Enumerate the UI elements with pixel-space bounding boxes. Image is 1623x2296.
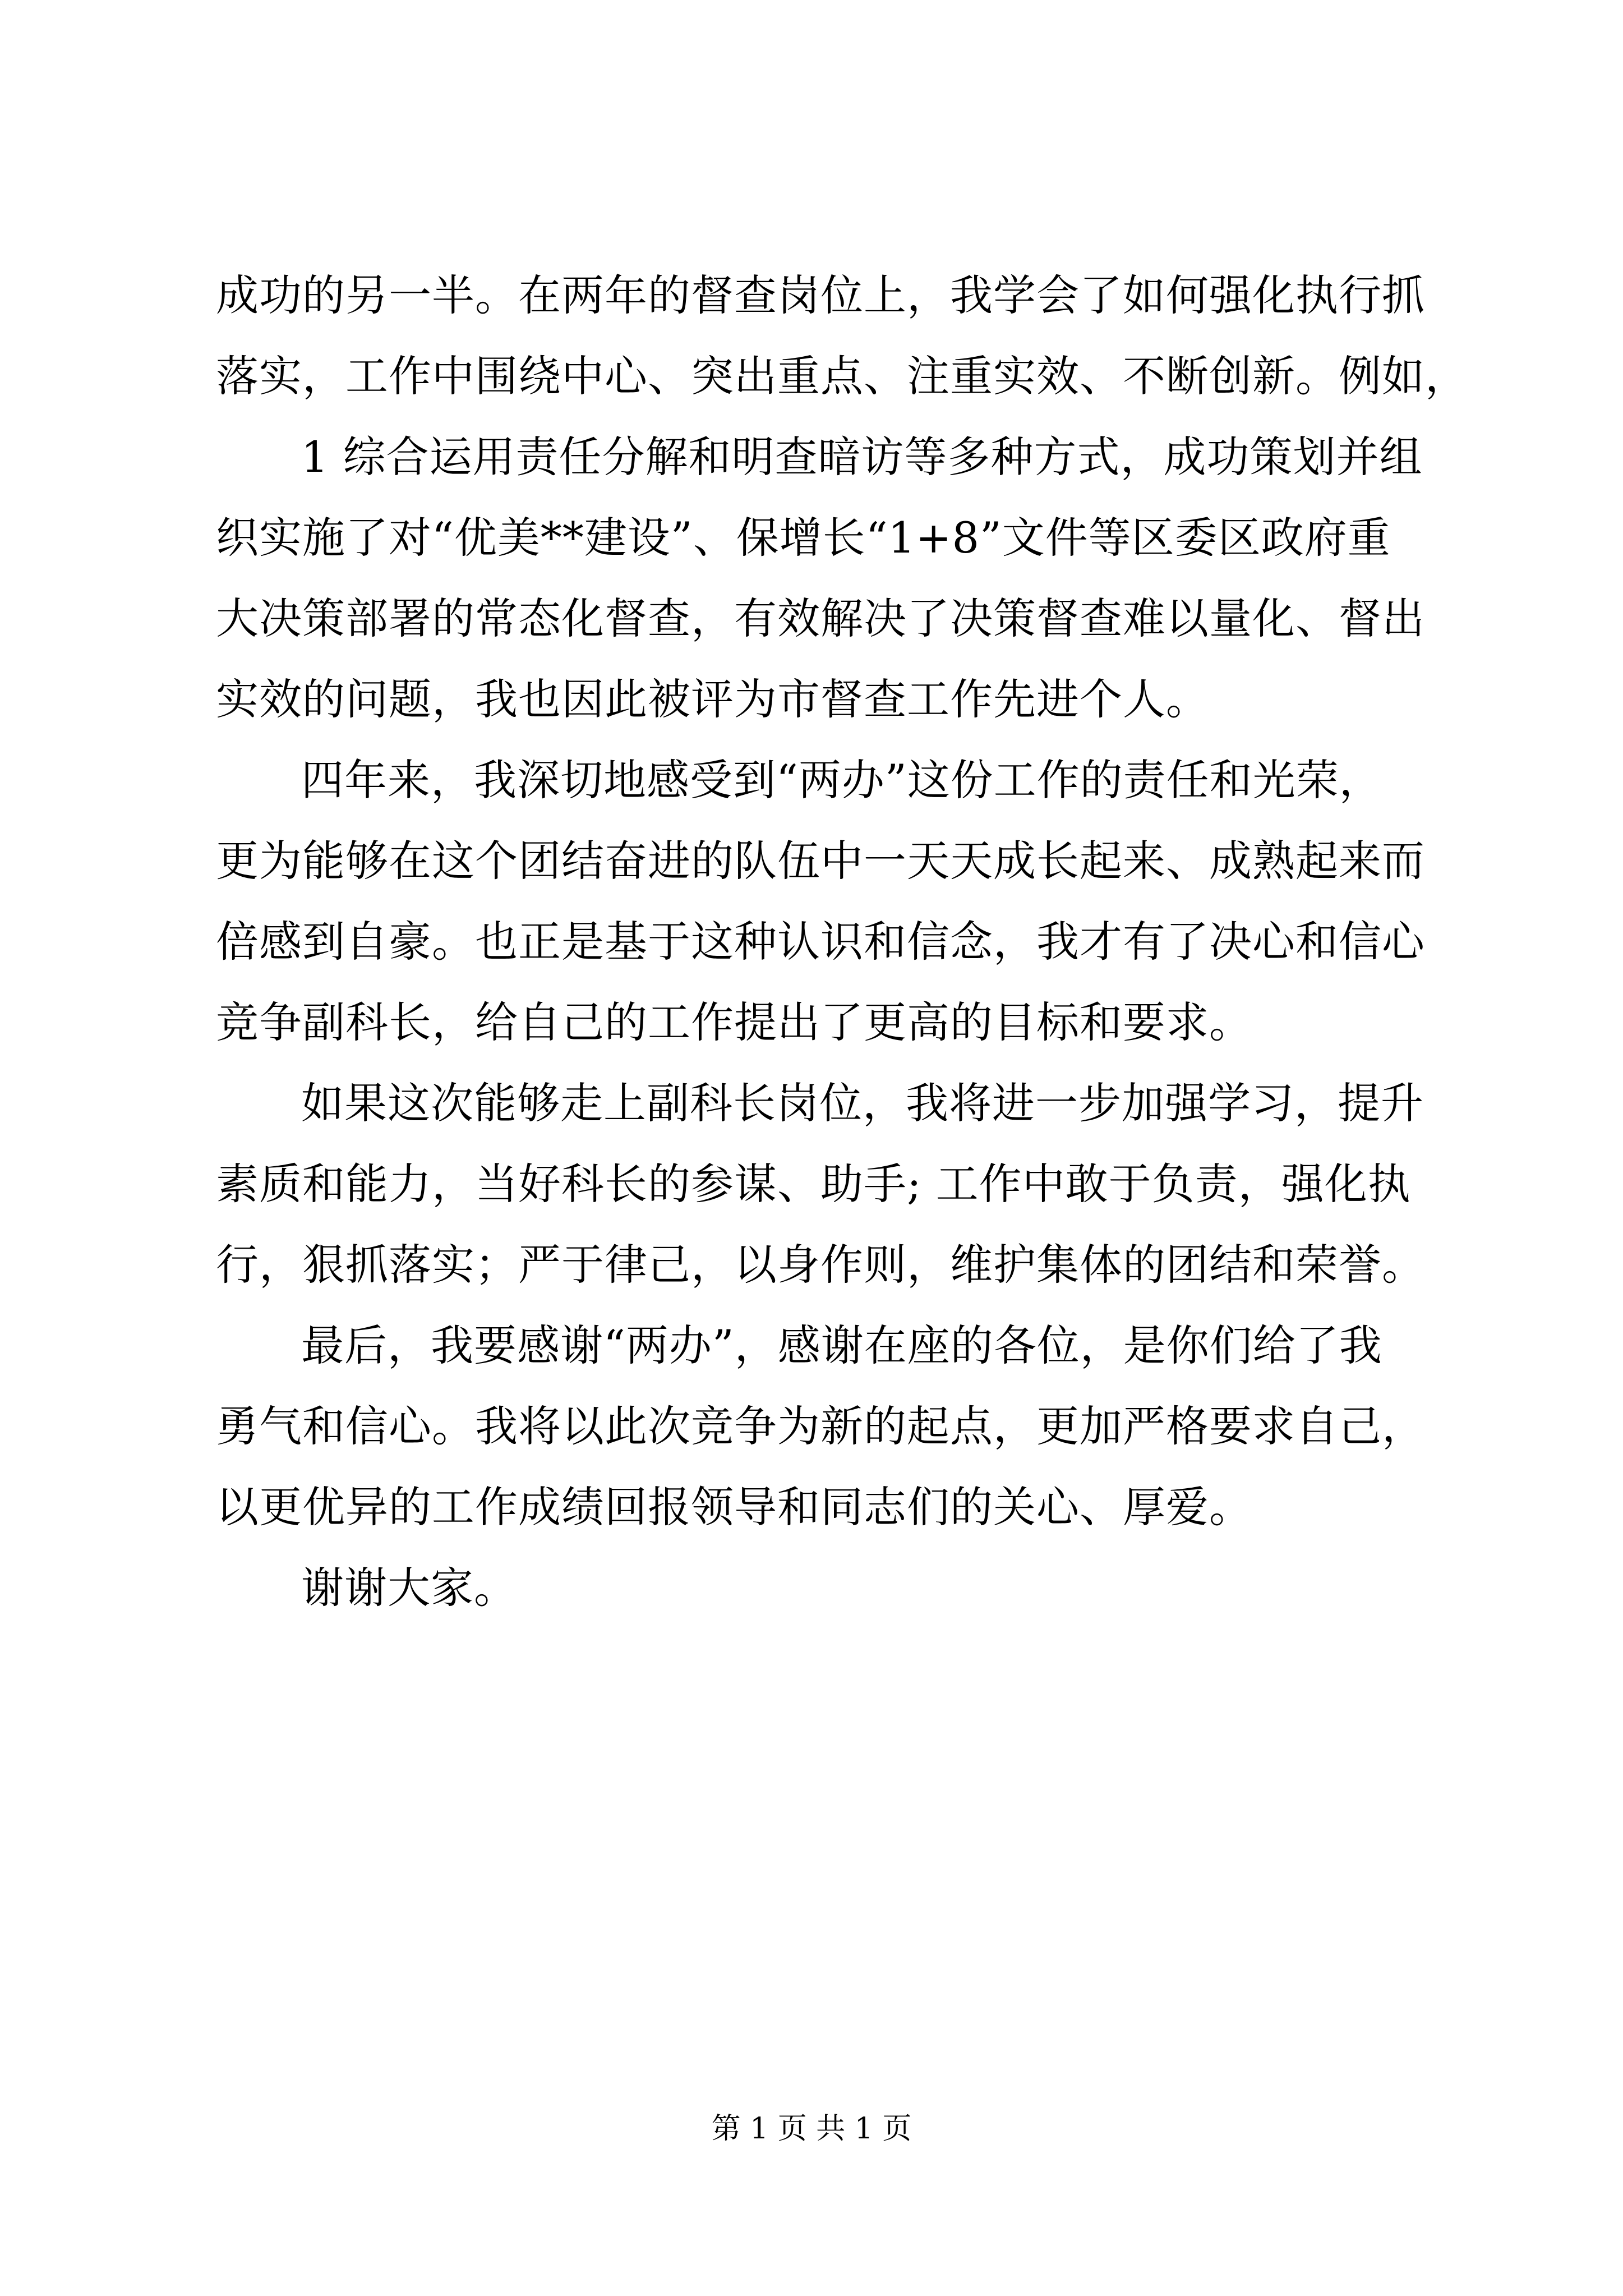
text-line: 实效的问题，我也因此被评为市督查工作先进个人。 xyxy=(216,674,1209,724)
text-line: 最后，我要感谢“两办”，感谢在座的各位，是你们给了我 xyxy=(301,1320,1382,1370)
text-line: 倍感到自豪。也正是基于这种认识和信念，我才有了决心和信心 xyxy=(216,917,1425,967)
text-line: 落实，工作中围绕中心、突出重点、注重实效、不断创新。例如， xyxy=(216,351,1468,401)
paragraph-2 xyxy=(216,417,1425,740)
text-line: 1 综合运用责任分解和明查暗访等多种方式，成功策划并组 xyxy=(301,432,1423,482)
text-line: 谢谢大家。 xyxy=(301,1563,517,1613)
text-line: 竞争副科长，给自己的工作提出了更高的目标和要求。 xyxy=(216,997,1252,1047)
paragraph-4 xyxy=(216,1063,1425,1305)
paragraph-1 xyxy=(216,255,1468,417)
text-line: 勇气和信心。我将以此次竞争为新的起点，更加严格要求自己， xyxy=(216,1401,1425,1451)
paragraph-6 xyxy=(216,1548,1422,1628)
text-line: 如果这次能够走上副科长岗位，我将进一步加强学习，提升 xyxy=(301,1078,1424,1128)
text-line: 大决策部署的常态化督查，有效解决了决策督查难以量化、督出 xyxy=(216,593,1425,643)
text-line: 更为能够在这个团结奋进的队伍中一天天成长起来、成熟起来而 xyxy=(216,836,1425,886)
document-body xyxy=(216,255,1468,1628)
text-line: 以更优异的工作成绩回报领导和同志们的关心、厚爱。 xyxy=(216,1482,1252,1532)
page-number-footer: 第 1 页 共 1 页 xyxy=(711,2112,912,2146)
text-line: 行，狠抓落实；严于律己，以身作则，维护集体的团结和荣誉。 xyxy=(216,1240,1425,1290)
paragraph-3 xyxy=(216,740,1425,1063)
text-line: 织实施了对“优美**建设”、保增长“1+8”文件等区委区政府重 xyxy=(216,513,1391,563)
text-line: 四年来，我深切地感受到“两办”这份工作的责任和光荣， xyxy=(301,755,1382,805)
paragraph-5 xyxy=(216,1305,1425,1548)
text-line: 成功的另一半。在两年的督查岗位上，我学会了如何强化执行抓 xyxy=(216,270,1425,320)
text-line: 素质和能力，当好科长的参谋、助手; 工作中敢于负责，强化执 xyxy=(216,1159,1411,1209)
